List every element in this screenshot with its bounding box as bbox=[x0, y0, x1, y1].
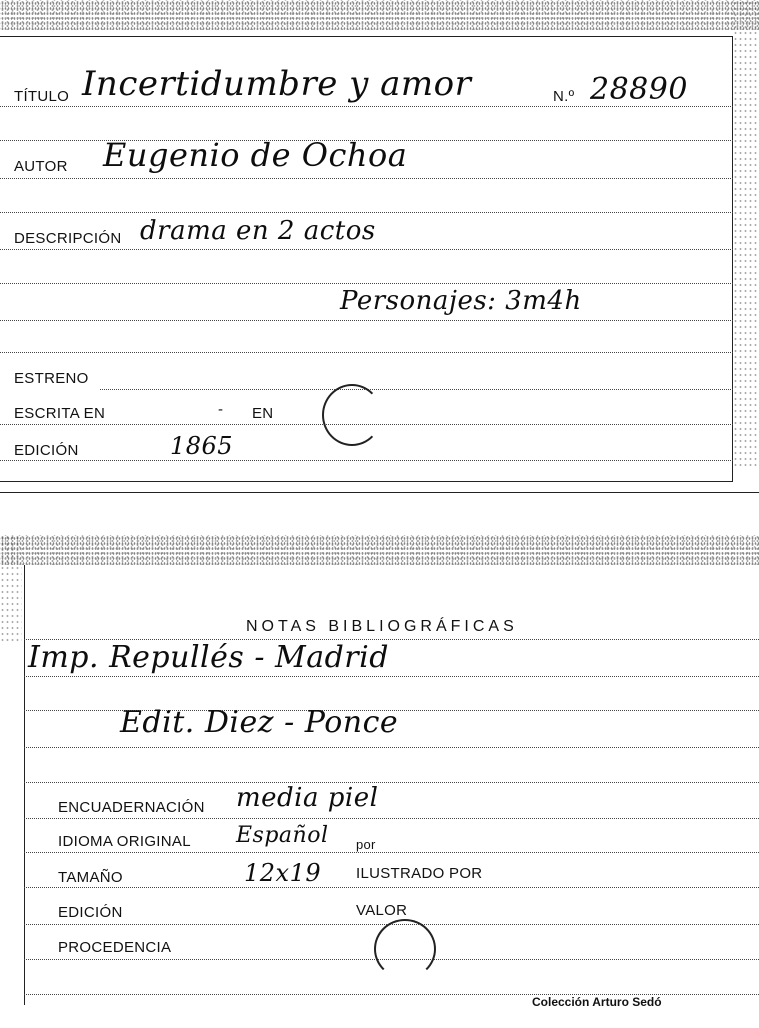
edicion-label: EDICIÓN bbox=[14, 442, 79, 459]
idioma-value: Español bbox=[236, 823, 329, 848]
encuadernacion-label: ENCUADERNACIÓN bbox=[58, 799, 205, 816]
valor-label: VALOR bbox=[356, 902, 408, 919]
coleccion-credit: Colección Arturo Sedó bbox=[532, 995, 662, 1009]
escrita-dash: - bbox=[218, 401, 224, 418]
en-label: EN bbox=[252, 405, 274, 422]
scan-noise-top bbox=[0, 0, 759, 30]
titulo-value: Incertidumbre y amor bbox=[82, 64, 472, 104]
catalog-card-top bbox=[0, 0, 759, 495]
rule-line bbox=[0, 352, 733, 353]
card-border-bottom bbox=[0, 481, 733, 482]
personajes-value: Personajes: 3m4h bbox=[340, 286, 582, 316]
card-border-left bbox=[24, 565, 25, 1005]
autor-value: Eugenio de Ochoa bbox=[103, 136, 408, 174]
cut-line bbox=[0, 492, 759, 493]
tamano-label: TAMAÑO bbox=[58, 869, 123, 886]
catalog-card-bottom bbox=[0, 535, 759, 1028]
note-line-1: Imp. Repullés - Madrid bbox=[28, 640, 389, 675]
escrita-label: ESCRITA EN bbox=[14, 405, 106, 422]
descripcion-label: DESCRIPCIÓN bbox=[14, 230, 122, 247]
stamp-mark bbox=[374, 919, 436, 979]
titulo-label: TÍTULO bbox=[14, 88, 70, 105]
rule-line bbox=[0, 460, 733, 461]
encuadernacion-value: media piel bbox=[236, 783, 379, 813]
rule-line bbox=[0, 178, 733, 179]
idioma-label: IDIOMA ORIGINAL bbox=[58, 833, 191, 850]
rule-line bbox=[0, 249, 733, 250]
rule-line bbox=[24, 818, 759, 819]
rule-line bbox=[0, 212, 733, 213]
rule-line bbox=[24, 676, 759, 677]
rule-line bbox=[24, 782, 759, 783]
stamp-mark bbox=[322, 384, 382, 446]
rule-line bbox=[0, 283, 733, 284]
scan-noise-edge bbox=[0, 535, 22, 645]
note-line-2: Edit. Diez - Ponce bbox=[120, 705, 399, 740]
ilustrado-label: ILUSTRADO POR bbox=[356, 865, 483, 882]
descripcion-value: drama en 2 actos bbox=[140, 216, 376, 246]
card-border-right bbox=[732, 36, 733, 482]
scan-noise-edge bbox=[733, 0, 759, 470]
rule-line bbox=[0, 320, 733, 321]
card-border-top bbox=[0, 36, 733, 37]
notas-heading: NOTAS BIBLIOGRÁFICAS bbox=[246, 618, 518, 635]
tamano-value: 12x19 bbox=[244, 859, 322, 887]
por-label: por bbox=[356, 837, 376, 852]
numero-value: 28890 bbox=[590, 72, 688, 107]
rule-line bbox=[24, 747, 759, 748]
numero-label: N.º bbox=[553, 88, 575, 105]
procedencia-label: PROCEDENCIA bbox=[58, 939, 172, 956]
rule-line bbox=[100, 389, 733, 390]
rule-line bbox=[24, 852, 759, 853]
rule-line bbox=[24, 887, 759, 888]
edicion-value: 1865 bbox=[170, 432, 234, 460]
scan-noise-top bbox=[0, 535, 759, 565]
autor-label: AUTOR bbox=[14, 158, 68, 175]
estreno-label: ESTRENO bbox=[14, 370, 89, 387]
edicion-label: EDICIÓN bbox=[58, 904, 123, 921]
